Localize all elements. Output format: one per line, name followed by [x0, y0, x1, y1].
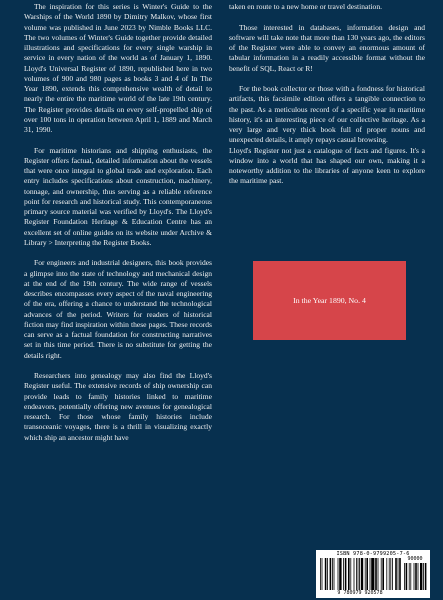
paragraph-genealogy: Researchers into genealogy may also find the Lloyd's Register useful. The extensive records of ship ownership can provide leads to family histories linked to maritime endeavors, potentially offering new avenues for genealogical research. For those whose family histories include transoceanic voyages, there is a thrill in visualizing exactly which ship an ancestor might have [24, 371, 212, 442]
paragraph-databases: Those interested in databases, information design and software will take note that more than 130 years ago, the editors of the Register were able to convey an enormous amount of tabular information in a readily accessible format without the benefit of SQL, React or R! [229, 22, 425, 73]
barcode-addon-number: 90000 [407, 556, 423, 562]
isbn-text: ISBN 978-0-9799205-7-6 [336, 551, 410, 557]
paragraph-window: Lloyd's Register not just a catalogue of facts and figures. It's a window into a world that has shaped our own, making it a noteworthy addition to the libraries of anyone keen to explore the maritime past. [229, 145, 425, 186]
paragraph-inspiration: The inspiration for this series is Winter's Guide to the Warships of the World 1890 by Dimitry Malkov, whose first volume was published in June 2023 by Nimble Books LLC. The two volumes of Winter's Guide together provide detailed illustrations and specifications for every single warship in service in every nation of the world as of January 1, 1890. Lloyd's Universal Register of 1890, republished here in two volumes of 900 and 980 pages as books 3 and 4 of In The Year 1890, extends this comprehensive wealth of detail to nearly the entire the maritime world of the late 19th century. The Register provides details on every self-propelled ship of over 100 tons in operation between April 1, 1889 and March 31, 1990. [24, 2, 212, 134]
barcode-number: 9 780979 920578 [337, 590, 383, 596]
paragraph-book-collector: For the book collector or those with a fondness for historical artifacts, this facsimile edition offers a tangible connection to the past. As a meticulous record of a specific year in maritime history, it's an interesting piece of our collective heritage. As a very large and very thick book full of proper nouns and unexpected details, it amply repays casual browsing. [229, 84, 425, 145]
series-badge [253, 261, 406, 340]
paragraph-engineers: For engineers and industrial designers, this book provides a glimpse into the state of technology and mechanical design at the end of the 19th century. The wide range of vessels describes encompasses every aspect of the naval engineering of the era, offering a chance to understand the technological advances of the period. Writers for readers of historical fiction may find inspiration within these pages. These records can serve as a factual foundation for constructing narratives set in this time period. There is no substitute for getting the details right. [24, 258, 212, 360]
barcode-box [316, 550, 430, 598]
right-column [229, 2, 425, 197]
series-label: In the Year 1890, No. 4 [293, 296, 366, 305]
barcode-bars [320, 558, 402, 590]
paragraph-continuation: taken en route to a new home or travel destination. [229, 2, 382, 11]
left-column [24, 2, 212, 453]
barcode-addon-bars [404, 563, 428, 590]
paragraph-maritime-historians: For maritime historians and shipping enthusiasts, the Register offers factual, detailed information about the vessels that were once integral to global trade and exploration. Each entry includes specifications about construction, machinery, tonnage, and ownership, thus serving as a reliable reference point for research and historical study. This contemporaneous primary source material was verified by Lloyd's. The Lloyd's Register Foundation Heritage & Education Centre has an excellent set of online guides on its website under Archive & Library > Interpreting the Register Books. [24, 145, 212, 247]
